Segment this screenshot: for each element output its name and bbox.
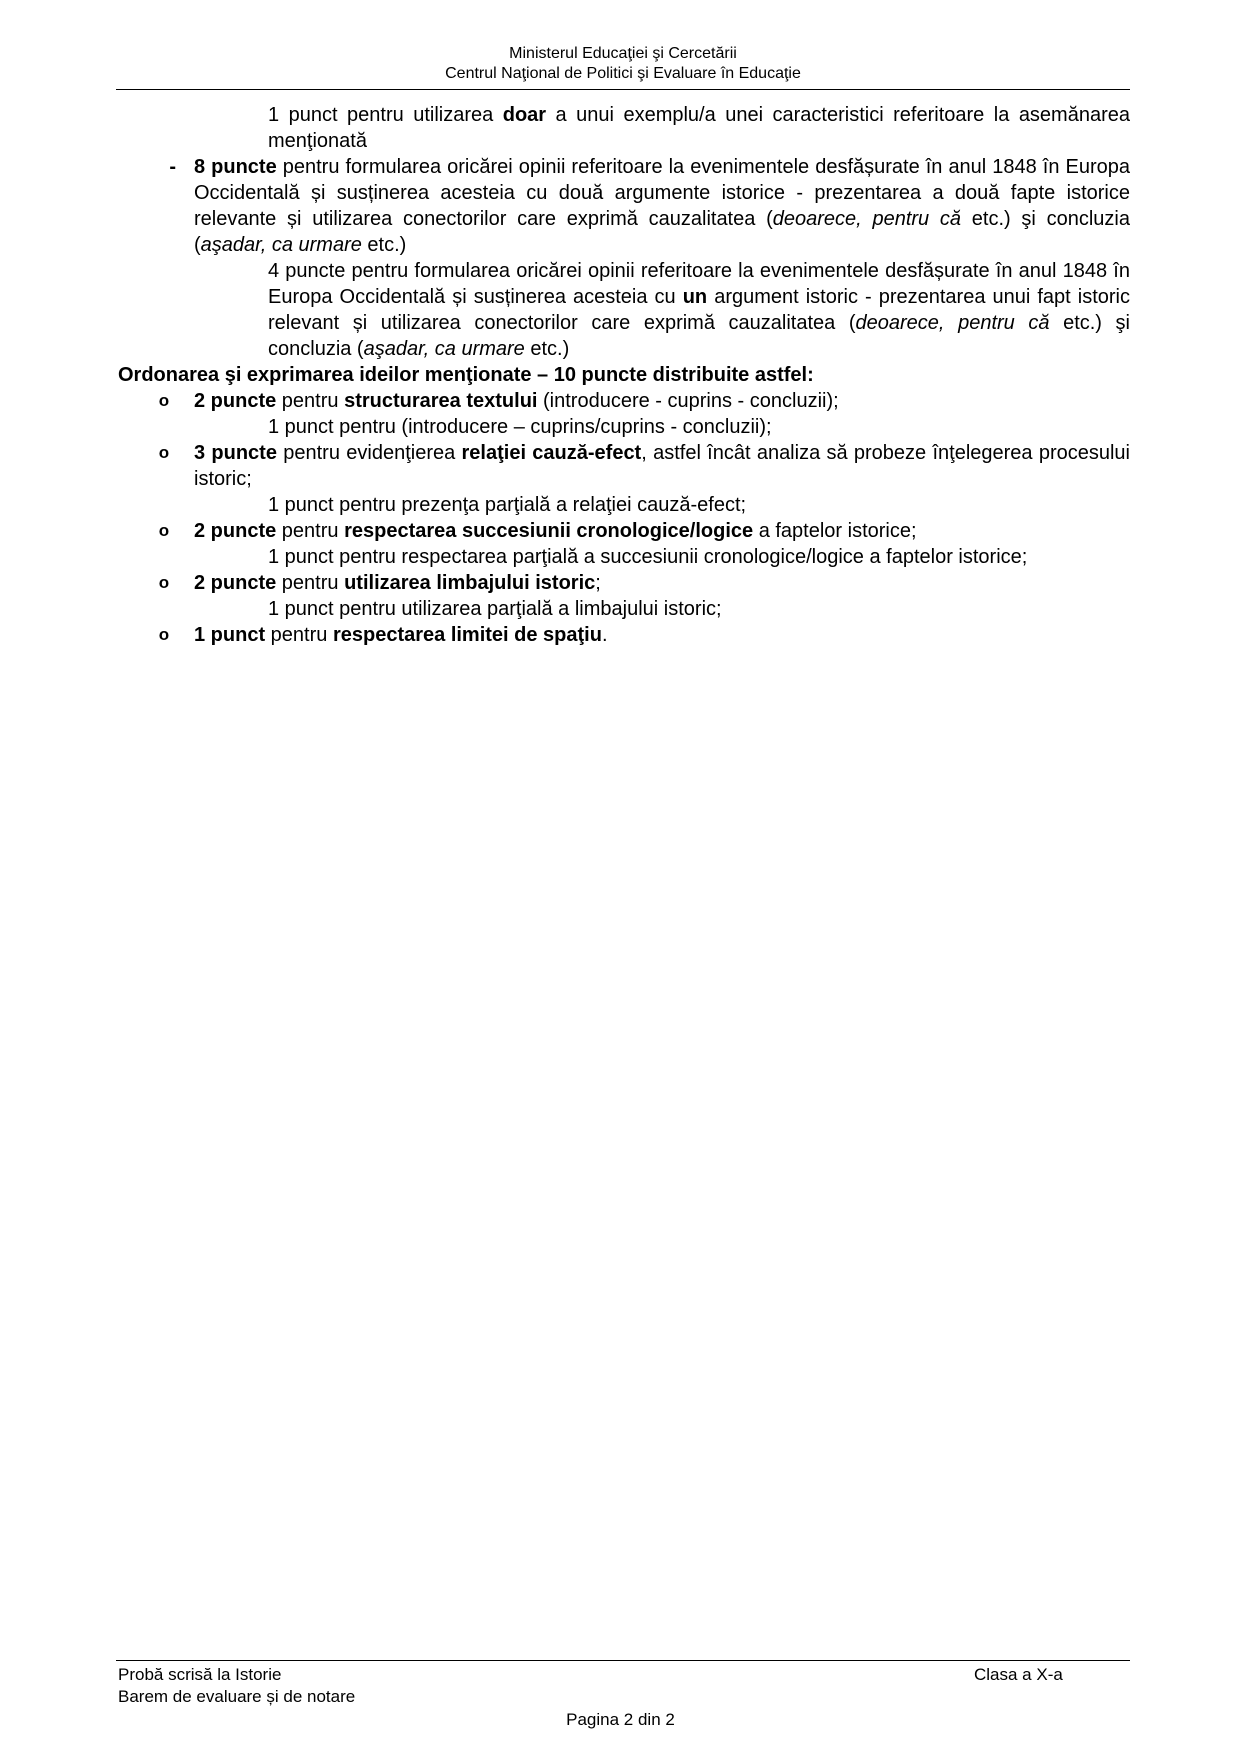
footer-left (118, 1664, 355, 1708)
bullet-marker: o (158, 391, 170, 410)
criterion-structure: o 2 puncte pentru structurarea textului (introducere - cuprins - concluzii); (118, 388, 1130, 414)
criterion-cause-effect: o 3 puncte pentru evidenţierea relaţiei cauză-efect, astfel încât analiza să probeze înţelegerea procesului istoric; (118, 440, 1130, 492)
bullet-marker: o (158, 443, 170, 462)
criterion-8-points: - 8 puncte pentru formularea oricărei opinii referitoare la evenimentele desfășurate în anul 1848 în Europa Occidentală și susținerea acesteia cu două argumente istorice - prezentarea a două fapte istorice relevante și utilizarea conectorilor care exprimă cauzalitatea (deoarece, pentru că etc.) şi concluzia (aşadar, ca urmare etc.) (118, 154, 1130, 258)
footer-divider (116, 1660, 1130, 1661)
header-ministry: Ministerul Educaţiei şi Cercetării (509, 45, 737, 62)
sub-criterion-1: 1 punct pentru utilizarea doar a unui exemplu/a unei caracteristici referitoare la asemănarea menţionată (268, 104, 1130, 152)
criterion-language: o 2 puncte pentru utilizarea limbajului istoric; (118, 570, 1130, 596)
criterion-space-limit: o 1 punct pentru respectarea limitei de spaţiu. (118, 622, 1130, 648)
page-header (116, 44, 1130, 84)
dash-marker: - (169, 156, 176, 178)
section-title: Ordonarea şi exprimarea ideilor menţionate – 10 puncte distribuite astfel: (118, 364, 814, 386)
sub-criterion-language: 1 punct pentru utilizarea parţială a limbajului istoric; (268, 598, 722, 620)
footer-class: Clasa a X-a (974, 1665, 1063, 1684)
bullet-marker: o (158, 625, 170, 644)
sub-criterion-4-points: 4 puncte pentru formularea oricărei opinii referitoare la evenimentele desfășurate în anul 1848 în Europa Occidentală și susținerea acesteia cu un argument istoric - prezentarea unui fapt istoric relevant și utilizarea conectorilor care exprimă cauzalitatea (deoarece, pentru că etc.) şi concluzia (aşadar, ca urmare etc.) (268, 260, 1130, 360)
page-number: Pagina 2 din 2 (566, 1710, 675, 1729)
sub-criterion-cause-effect: 1 punct pentru prezenţa parţială a relaţiei cauză-efect; (268, 494, 747, 516)
document-body (118, 102, 1130, 648)
bullet-marker: o (158, 521, 170, 540)
sub-criterion-chronology: 1 punct pentru respectarea parţială a succesiunii cronologice/logice a faptelor istorice; (268, 546, 1028, 568)
sub-criterion-structure: 1 punct pentru (introducere – cuprins/cuprins - concluzii); (268, 416, 772, 438)
criterion-chronology: o 2 puncte pentru respectarea succesiunii cronologice/logice a faptelor istorice; (118, 518, 1130, 544)
footer-document-type: Barem de evaluare și de notare (118, 1687, 356, 1706)
footer-exam-name: Probă scrisă la Istorie (118, 1665, 282, 1684)
bullet-marker: o (158, 573, 170, 592)
header-center: Centrul Naţional de Politici şi Evaluare în Educaţie (445, 65, 801, 82)
header-divider (116, 89, 1130, 90)
